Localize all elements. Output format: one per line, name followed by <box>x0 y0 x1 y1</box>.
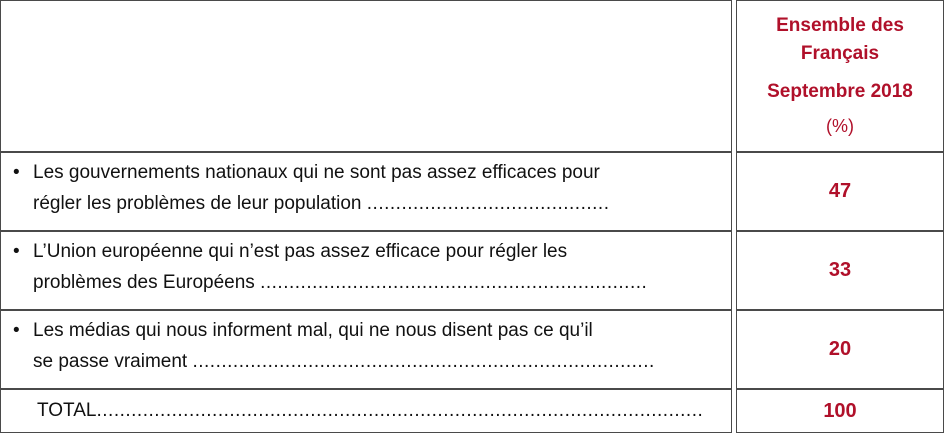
column-header-line1: Ensemble des <box>776 15 904 37</box>
column-header <box>736 0 944 152</box>
total-value: 100 <box>823 399 857 422</box>
bullet-icon: • <box>13 241 20 263</box>
total-label-cell <box>0 389 732 433</box>
row-value-cell <box>736 152 944 231</box>
row-label-line1: Les médias qui nous informent mal, qui ne nous disent pas ce qu’il <box>33 320 593 342</box>
column-header-line3: Septembre 2018 <box>767 81 913 103</box>
header-row <box>0 0 944 152</box>
header-empty-cell <box>0 0 732 152</box>
table-row <box>0 152 944 231</box>
leader-dots: ................................................................... <box>260 272 648 294</box>
row-value: 20 <box>828 338 852 361</box>
row-label-line1: Les gouvernements nationaux qui ne sont pas assez efficaces pour <box>33 162 600 184</box>
row-label-line1: L’Union européenne qui n’est pas assez efficace pour régler les <box>33 241 568 263</box>
column-header-unit: (%) <box>826 116 854 137</box>
row-label-cell <box>0 231 732 310</box>
bullet-icon: • <box>13 162 20 184</box>
total-value-cell <box>736 389 944 433</box>
total-row <box>0 389 944 433</box>
row-label-line2: régler les problèmes de leur population <box>33 193 362 215</box>
total-label: TOTAL <box>37 400 97 422</box>
row-value: 33 <box>828 259 852 282</box>
table-row <box>0 231 944 310</box>
leader-dots: ......................................................................................................... <box>96 400 704 422</box>
bullet-icon: • <box>13 320 20 342</box>
row-label-cell <box>0 152 732 231</box>
leader-dots: ................................................................................ <box>192 351 655 373</box>
row-label-line2: se passe vraiment <box>33 351 188 373</box>
row-value-cell <box>736 310 944 389</box>
table-row <box>0 310 944 389</box>
row-value: 47 <box>828 180 852 203</box>
row-value-cell <box>736 231 944 310</box>
row-label-line2: problèmes des Européens <box>33 272 255 294</box>
row-label-cell <box>0 310 732 389</box>
column-header-line2: Français <box>800 43 880 65</box>
leader-dots: .......................................... <box>366 193 610 215</box>
